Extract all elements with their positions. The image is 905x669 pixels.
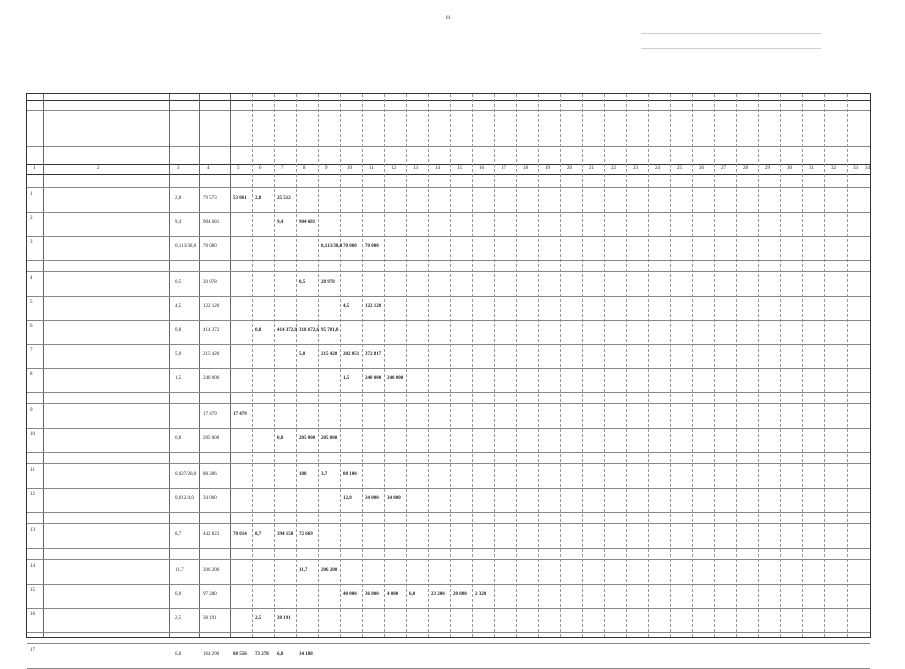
row-value: 36 000 [365, 592, 379, 597]
row-value: 205 000 [321, 436, 338, 441]
column-number: 24 [655, 166, 660, 171]
column-number: 3 [177, 166, 180, 171]
row-length: 8,7 [175, 532, 182, 537]
row-value: 8,7 [255, 532, 262, 537]
row-number: 17 [30, 648, 35, 653]
row-value: 73 278 [255, 652, 269, 657]
row-cost: 79 573 [203, 196, 217, 201]
row-number: 10 [30, 432, 35, 437]
row-cost: 97 280 [203, 592, 217, 597]
row-value: 1,5 [343, 376, 350, 381]
column-number: 7 [281, 166, 284, 171]
row-number: 1 [30, 192, 33, 197]
column-number: 10 [347, 166, 352, 171]
row-length: 5,0 [175, 352, 182, 357]
row-number: 2 [30, 216, 33, 221]
row-value: 17 479 [233, 412, 247, 417]
row-value: 188 [299, 472, 307, 477]
row-number: 11 [30, 468, 35, 473]
row-cost: 17 479 [203, 412, 217, 417]
row-length: 6,8 [175, 652, 182, 657]
column-number: 15 [457, 166, 462, 171]
row-number: 4 [30, 276, 33, 281]
row-number: 15 [30, 588, 35, 593]
row-value: 6,8 [277, 652, 284, 657]
row-value: 372 817 [365, 352, 382, 357]
row-value: 3,7 [321, 472, 328, 477]
row-length: 2,8 [175, 196, 182, 201]
row-value: 394 158 [277, 532, 294, 537]
row-number: 12 [30, 492, 35, 497]
row-value: 0,8 [255, 328, 262, 333]
column-number: 26 [699, 166, 704, 171]
row-cost: 206 200 [203, 568, 220, 573]
page-number: 61 [446, 16, 451, 21]
column-number: 16 [479, 166, 484, 171]
appendix-label [641, 33, 821, 49]
column-number: 18 [523, 166, 528, 171]
column-number: 27 [721, 166, 726, 171]
column-number: 33 [853, 166, 858, 171]
row-length: 0,5 [175, 280, 182, 285]
row-cost: 215 420 [203, 352, 220, 357]
row-length: 6,0 [175, 592, 182, 597]
row-cost: 205 000 [203, 436, 220, 441]
row-cost: 70 000 [203, 244, 217, 249]
column-number: 30 [787, 166, 792, 171]
row-value: 88 556 [233, 652, 247, 657]
row-number: 8 [30, 372, 33, 377]
column-number: 4 [207, 166, 210, 171]
column-number: 23 [633, 166, 638, 171]
column-number: 17 [501, 166, 506, 171]
row-value: 4,5 [343, 304, 350, 309]
row-cost: 164 290 [203, 652, 220, 657]
row-cost: 414 372 [203, 328, 220, 333]
row-cost: 442 823 [203, 532, 220, 537]
row-length: 0,113/38,0 [175, 244, 197, 249]
column-number: 21 [589, 166, 594, 171]
column-number: 20 [567, 166, 572, 171]
row-value: 2,5 [255, 616, 262, 621]
column-number: 25 [677, 166, 682, 171]
row-value: 95 701,8 [321, 328, 339, 333]
row-cost: 904 681 [203, 220, 220, 225]
row-value: 206 200 [321, 568, 338, 573]
row-number: 9 [30, 408, 33, 413]
row-value: 23 200 [431, 592, 445, 597]
column-number: 2 [97, 166, 100, 171]
row-cost: 38 191 [203, 616, 217, 621]
row-value: 34 000 [365, 496, 379, 501]
row-value: 12,0 [343, 496, 352, 501]
row-number: 6 [30, 324, 33, 329]
row-value: 70 014 [233, 532, 247, 537]
row-value: 0,5 [299, 280, 306, 285]
column-number: 13 [413, 166, 418, 171]
column-number: 29 [765, 166, 770, 171]
row-value: 0,113/38,0 [321, 244, 343, 249]
row-value: 9,4 [277, 220, 284, 225]
row-length: 0,012/4,0 [175, 496, 194, 501]
column-number: 5 [237, 166, 240, 171]
row-value: 904 681 [299, 220, 316, 225]
row-length: 4,5 [175, 304, 182, 309]
column-number: 22 [611, 166, 616, 171]
row-value: 202 851 [343, 352, 360, 357]
row-value: 205 000 [299, 436, 316, 441]
row-length: 9,4 [175, 220, 182, 225]
row-value: 215 420 [321, 352, 338, 357]
measures-table [26, 93, 871, 657]
row-length: 0,027/28,0 [175, 472, 197, 477]
column-number: 1 [33, 166, 36, 171]
column-number: 28 [743, 166, 748, 171]
row-value: 88 100 [343, 472, 357, 477]
column-number: 32 [831, 166, 836, 171]
row-value: 11,7 [299, 568, 308, 573]
row-cost: 34 000 [203, 496, 217, 501]
row-cost: 240 000 [203, 376, 220, 381]
row-value: 34 000 [387, 496, 401, 501]
row-number: 16 [30, 612, 35, 617]
column-number: 14 [435, 166, 440, 171]
row-value: 4 000 [387, 592, 399, 597]
row-number: 14 [30, 564, 35, 569]
row-length: 0,8 [175, 328, 182, 333]
row-value: 40 000 [343, 592, 357, 597]
row-number: 3 [30, 240, 33, 245]
row-value: 414 372,0 [277, 328, 297, 333]
row-number: 5 [30, 300, 33, 305]
row-value: 25 512 [277, 196, 291, 201]
column-number: 11 [369, 166, 374, 171]
row-number: 7 [30, 348, 33, 353]
row-number: 13 [30, 528, 35, 533]
row-value: 53 061 [233, 196, 247, 201]
row-value: 0,8 [277, 436, 284, 441]
row-value: 318 672,6 [299, 328, 319, 333]
column-number: 8 [303, 166, 306, 171]
row-value: 5,0 [299, 352, 306, 357]
row-cost: 88 286 [203, 472, 217, 477]
row-value: 240 000 [365, 376, 382, 381]
row-value: 6,0 [409, 592, 416, 597]
row-length: 1,5 [175, 376, 182, 381]
column-number: 12 [391, 166, 396, 171]
row-value: 2,8 [255, 196, 262, 201]
row-cost: 20 978 [203, 280, 217, 285]
row-value: 70 000 [365, 244, 379, 249]
column-number: 9 [325, 166, 328, 171]
row-length: 2,5 [175, 616, 182, 621]
row-value: 2 320 [475, 592, 487, 597]
row-cost: 122 120 [203, 304, 220, 309]
row-value: 20 978 [321, 280, 335, 285]
row-value: 72 669 [299, 532, 313, 537]
row-value: 70 000 [343, 244, 357, 249]
column-number: 31 [809, 166, 814, 171]
row-value: 34 188 [299, 652, 313, 657]
row-value: 240 000 [387, 376, 404, 381]
row-value: 122 120 [365, 304, 382, 309]
row-length: 0,8 [175, 436, 182, 441]
column-number: 19 [545, 166, 550, 171]
column-number: 6 [259, 166, 262, 171]
row-length: 11,7 [175, 568, 184, 573]
column-number: 34 [865, 166, 870, 171]
row-value: 38 191 [277, 616, 291, 621]
row-value: 20 880 [453, 592, 467, 597]
